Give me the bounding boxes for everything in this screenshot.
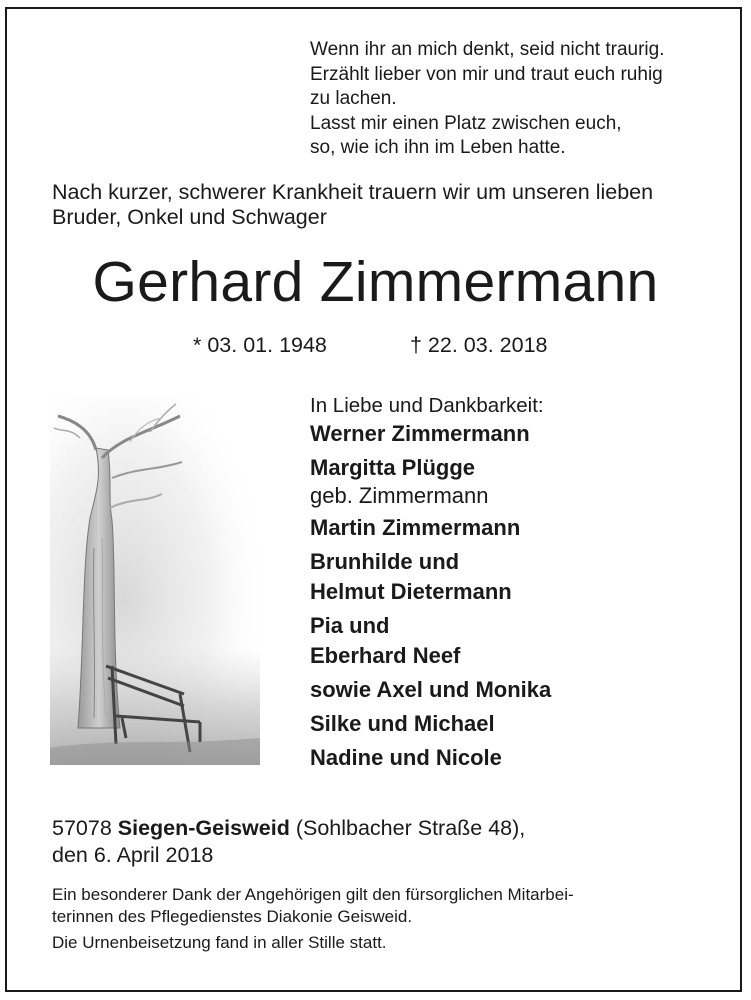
- street-address: (Sohlbacher Straße 48),: [295, 816, 526, 840]
- mourner-name: Helmut Dietermann: [310, 579, 512, 604]
- intro-text: [52, 180, 653, 230]
- city-name: Siegen-Geisweid: [117, 816, 290, 840]
- mourner-name: Werner Zimmermann: [310, 421, 530, 446]
- deceased-name: Gerhard Zimmermann: [92, 250, 659, 314]
- note-line: Ein besonderer Dank der Angehörigen gilt den fürsorglichen Mitarbei-: [52, 885, 574, 904]
- mourner-name: Margitta Plügge: [310, 455, 476, 480]
- closing-note: [52, 884, 574, 954]
- date-line: den 6. April 2018: [52, 843, 214, 867]
- tree-bench-illustration: [50, 398, 260, 765]
- mourner-maiden-name: geb. Zimmermann: [310, 483, 489, 508]
- poem-line: so, wie ich ihn im Leben hatte.: [310, 137, 566, 158]
- poem-line: Wenn ihr an mich denkt, seid nicht traurig.: [310, 39, 665, 60]
- address-line: [52, 815, 525, 842]
- poem: [310, 38, 665, 161]
- poem-line: Lasst mir einen Platz zwischen euch,: [310, 112, 622, 134]
- mourner-name: Eberhard Neef: [310, 643, 461, 668]
- mourner-name: Nadine und Nicole: [310, 745, 502, 770]
- mourner-name: Brunhilde und: [310, 549, 460, 574]
- birth-date: * 03. 01. 1948: [193, 333, 327, 357]
- mourner-name: Martin Zimmermann: [310, 515, 521, 540]
- poem-line: Erzählt lieber von mir und traut euch ruhig: [310, 63, 663, 85]
- mourner-name: Pia und: [310, 613, 390, 638]
- mourner-name: Silke und Michael: [310, 711, 495, 736]
- death-date: † 22. 03. 2018: [410, 333, 548, 357]
- intro-line: Bruder, Onkel und Schwager: [52, 205, 327, 229]
- address-block: [52, 815, 525, 869]
- mourners-list: [310, 393, 551, 773]
- note-line: Die Urnenbeisetzung fand in aller Stille statt.: [52, 933, 387, 952]
- note-line: terinnen des Pflegedienstes Diakonie Geisweid.: [52, 907, 413, 926]
- thanks-line: In Liebe und Dankbarkeit:: [310, 394, 544, 417]
- mourner-name: sowie Axel und Monika: [310, 677, 552, 702]
- zip-code: 57078: [52, 816, 112, 840]
- intro-line: Nach kurzer, schwerer Krankheit trauern wir um unseren lieben: [52, 180, 654, 204]
- poem-line: zu lachen.: [310, 88, 397, 109]
